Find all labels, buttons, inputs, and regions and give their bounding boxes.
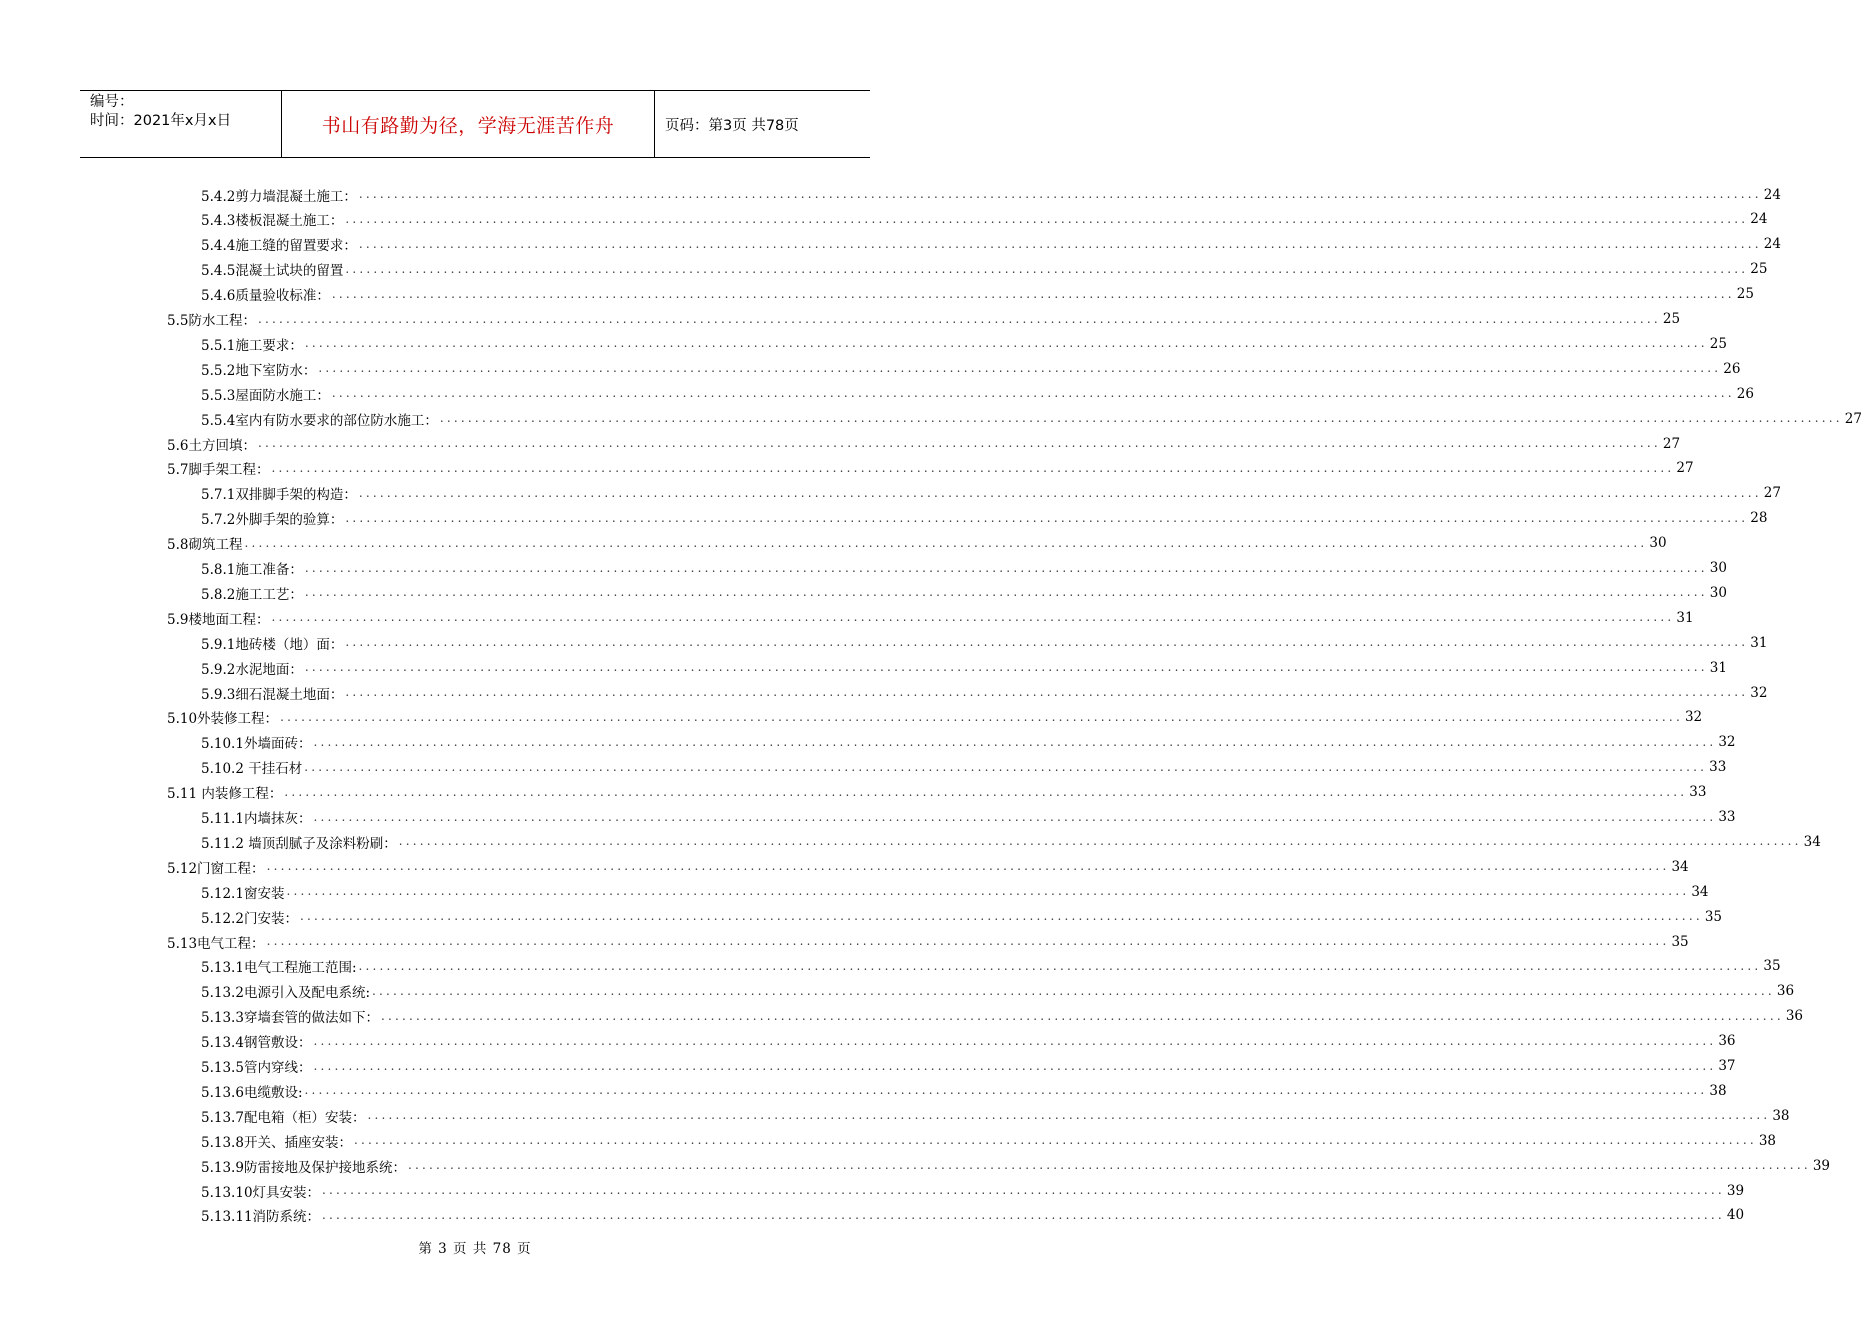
toc-entry[interactable] [201,1203,1745,1228]
toc-entry-title: 5.8.1施工准备： [201,562,303,578]
toc-entry-title: 5.13.3穿墙套管的做法如下： [201,1010,379,1027]
toc-entry[interactable] [201,904,1723,929]
toc-entry[interactable] [201,331,1727,356]
toc-dot-leader: ........................................................................................................................................................................................................ [345,211,1749,226]
toc-entry-page-number: 26 [1736,385,1754,402]
toc-dot-leader: ........................................................................................................................................................................................................ [318,361,1722,376]
toc-entry-title: 5.11.1内墙抹灰： [201,811,312,827]
toc-dot-leader: ........................................................................................................................................................................................................ [439,411,1843,426]
toc-entry-title: 5.13.5管内穿线： [201,1060,312,1076]
toc-entry-title: 5.10外装修工程： [167,711,279,728]
toc-dot-leader: ........................................................................................................................................................................................................ [358,187,1762,201]
toc-entry[interactable] [201,879,1709,904]
toc-entry-page-number: 35 [1671,933,1689,950]
toc-entry[interactable] [201,655,1727,680]
toc-entry-page-number: 27 [1844,410,1862,427]
toc-entry-title: 5.10.2 干挂石材 [201,761,303,778]
toc-entry-page-number: 34 [1691,883,1709,900]
toc-entry-title: 5.9.1地砖楼（地）面： [201,636,344,653]
toc-entry-page-number: 31 [1750,634,1768,651]
toc-entry[interactable] [201,1178,1745,1203]
page-header [80,90,870,158]
toc-entry-page-number: 30 [1649,535,1667,552]
toc-dot-leader: ........................................................................................................................................................................................................ [244,535,1648,550]
toc-entry-title: 5.12.2门安装： [201,910,298,927]
toc-entry[interactable] [201,954,1781,979]
toc-entry-title: 5.4.5混凝土试块的留置 [201,263,344,280]
toc-entry[interactable] [167,307,1681,332]
document-time-label: 时间：2021年x月x日 [90,113,232,129]
toc-entry-page-number: 27 [1763,485,1781,502]
toc-entry-title: 5.5防水工程： [167,313,256,329]
toc-dot-leader: ........................................................................................................................................................................................................ [304,585,1708,600]
toc-entry-page-number: 39 [1726,1182,1745,1199]
toc-entry[interactable] [201,1103,1790,1128]
toc-dot-leader: ........................................................................................................................................................................................................ [304,1083,1708,1098]
toc-entry-title: 5.5.4室内有防水要求的部位防水施工： [201,412,438,429]
toc-entry[interactable] [201,406,1862,431]
toc-entry-page-number: 26 [1723,360,1741,377]
toc-entry-page-number: 25 [1709,335,1727,352]
toc-entry[interactable] [201,182,1781,207]
toc-entry[interactable] [167,929,1689,954]
toc-entry-page-number: 31 [1709,659,1727,676]
toc-entry[interactable] [201,805,1736,830]
toc-entry[interactable] [201,1153,1831,1178]
toc-dot-leader: ........................................................................................................................................................................................................ [358,958,1762,973]
toc-entry-page-number: 36 [1776,983,1795,1000]
toc-entry[interactable] [201,630,1768,655]
toc-entry[interactable] [201,556,1727,581]
document-number-label: 编号： [90,94,134,110]
toc-entry[interactable] [201,481,1781,506]
toc-dot-leader: ........................................................................................................................................................................................................ [331,386,1735,401]
toc-dot-leader: ........................................................................................................................................................................................................ [345,635,1749,650]
toc-dot-leader: ........................................................................................................................................................................................................ [299,909,1703,924]
toc-dot-leader: ........................................................................................................................................................................................................ [271,610,1675,625]
toc-entry-title: 5.5.3屋面防水施工： [201,387,330,404]
toc-entry[interactable] [201,1078,1727,1103]
toc-entry-page-number: 25 [1750,261,1768,278]
toc-entry-title: 5.13.11消防系统： [201,1209,321,1226]
toc-entry[interactable] [201,1004,1804,1029]
toc-entry-title: 5.13.9防雷接地及保护接地系统： [201,1159,406,1176]
toc-entry-page-number: 27 [1662,435,1681,452]
toc-dot-leader: ........................................................................................................................................................................................................ [313,809,1717,824]
page-footer: 第 3 页 共 78 页 [418,1241,532,1257]
toc-entry-page-number: 35 [1763,958,1781,975]
toc-dot-leader: ........................................................................................................................................................................................................ [407,1158,1811,1173]
toc-entry[interactable] [201,1054,1736,1079]
toc-entry-title: 5.7.1双排脚手架的构造： [201,487,357,504]
toc-entry-title: 5.10.1外墙面砖： [201,736,312,753]
toc-entry-title: 5.13.2电源引入及配电系统: [201,985,370,1002]
toc-dot-leader: ........................................................................................................................................................................................................ [286,884,1690,899]
toc-entry-page-number: 39 [1812,1157,1831,1174]
toc-dot-leader: ........................................................................................................................................................................................................ [266,859,1670,874]
toc-dot-leader: ........................................................................................................................................................................................................ [380,1008,1784,1023]
toc-entry-page-number: 33 [1689,784,1707,801]
toc-dot-leader: ........................................................................................................................................................................................................ [398,834,1802,849]
toc-entry-page-number: 24 [1763,186,1781,203]
toc-entry-title: 5.6土方回填： [167,437,256,454]
toc-entry[interactable] [201,1128,1777,1153]
toc-entry[interactable] [167,605,1694,630]
toc-entry-title: 5.13.4钢管敷设： [201,1035,312,1052]
toc-entry-page-number: 33 [1718,809,1736,825]
toc-entry-title: 5.4.4施工缝的留置要求： [201,238,357,255]
toc-entry[interactable] [201,257,1768,282]
toc-dot-leader: ........................................................................................................................................................................................................ [353,1133,1757,1148]
header-meta [80,91,282,157]
toc-entry-page-number: 34 [1803,833,1821,850]
toc-entry-title: 5.13.7配电箱（柜）安装： [201,1109,366,1126]
toc-entry-page-number: 32 [1718,734,1736,751]
toc-entry-page-number: 30 [1709,560,1727,576]
toc-entry-page-number: 28 [1750,510,1768,527]
toc-entry[interactable] [167,780,1707,805]
toc-entry-title: 5.9.2水泥地面： [201,661,303,678]
toc-dot-leader: ........................................................................................................................................................................................................ [304,560,1708,575]
toc-entry[interactable] [201,580,1727,605]
toc-entry-title: 5.5.1施工要求： [201,337,303,354]
toc-entry[interactable] [201,506,1768,531]
toc-dot-leader: ........................................................................................................................................................................................................ [358,485,1762,500]
toc-dot-leader: ........................................................................................................................................................................................................ [280,709,1683,724]
toc-dot-leader: ........................................................................................................................................................................................................ [257,311,1661,326]
toc-entry-page-number: 31 [1676,609,1694,626]
toc-entry[interactable] [201,1029,1736,1054]
toc-entry[interactable] [201,979,1795,1004]
toc-dot-leader: ........................................................................................................................................................................................................ [345,510,1749,525]
toc-entry[interactable] [167,705,1703,730]
toc-entry-page-number: 24 [1763,236,1781,253]
toc-entry-title: 5.11.2 墙顶刮腻子及涂料粉刷： [201,835,397,852]
toc-entry-title: 5.7.2外脚手架的验算： [201,512,344,529]
toc-entry-title: 5.9楼地面工程： [167,611,270,628]
toc-dot-leader: ........................................................................................................................................................................................................ [313,734,1717,749]
toc-dot-leader: ........................................................................................................................................................................................................ [304,660,1708,675]
toc-entry-page-number: 36 [1718,1033,1736,1050]
toc-entry[interactable] [167,456,1694,481]
toc-entry-page-number: 40 [1726,1207,1745,1224]
toc-entry-title: 5.13电气工程： [167,935,265,952]
toc-dot-leader: ........................................................................................................................................................................................................ [367,1108,1771,1123]
toc-entry[interactable] [201,232,1781,257]
toc-entry-page-number: 30 [1709,584,1727,601]
toc-entry-page-number: 38 [1709,1082,1727,1099]
toc-dot-leader: ........................................................................................................................................................................................................ [322,1207,1725,1222]
toc-dot-leader: ........................................................................................................................................................................................................ [331,286,1735,301]
toc-entry-title: 5.4.2剪力墙混凝土施工： [201,188,357,205]
toc-entry-title: 5.12门窗工程： [167,860,265,877]
toc-dot-leader: ........................................................................................................................................................................................................ [271,460,1675,475]
toc-dot-leader: ........................................................................................................................................................................................................ [313,1033,1717,1048]
header-page-info: 页码：第3页 共78页 [665,117,799,134]
toc-entry[interactable] [201,282,1754,307]
toc-dot-leader: ........................................................................................................................................................................................................ [266,934,1670,948]
toc-entry-title: 5.8砌筑工程 [167,537,243,554]
toc-entry[interactable] [167,431,1681,456]
toc-entry-title: 5.4.3楼板混凝土施工： [201,213,344,230]
toc-entry[interactable] [201,680,1768,705]
toc-entry-page-number: 25 [1736,286,1754,303]
toc-dot-leader: ........................................................................................................................................................................................................ [345,685,1749,699]
toc-entry-title: 5.12.1窗安装 [201,885,285,902]
toc-dot-leader: ........................................................................................................................................................................................................ [358,236,1762,251]
toc-entry-page-number: 24 [1750,211,1768,228]
toc-entry-title: 5.8.2施工工艺： [201,586,303,603]
toc-entry-page-number: 32 [1684,709,1703,726]
header-motto: 书山有路勤为径，学海无涯苦作舟 [282,91,655,157]
toc-entry-title: 5.13.8开关、插座安装： [201,1134,352,1151]
toc-entry[interactable] [201,207,1768,232]
toc-entry-page-number: 25 [1662,311,1681,327]
toc-entry-page-number: 38 [1758,1132,1777,1149]
toc-dot-leader: ........................................................................................................................................................................................................ [284,784,1688,799]
toc-entry-page-number: 37 [1718,1058,1736,1074]
toc-entry[interactable] [201,730,1736,755]
toc-entry-title: 5.7脚手架工程： [167,462,270,479]
toc-dot-leader: ........................................................................................................................................................................................................ [345,261,1749,276]
toc-entry-page-number: 36 [1785,1008,1804,1025]
toc-entry-title: 5.5.2地下室防水： [201,362,317,379]
toc-entry-page-number: 35 [1704,908,1723,925]
toc-entry[interactable] [167,854,1689,879]
toc-entry-page-number: 27 [1676,460,1694,477]
toc-entry-page-number: 38 [1772,1107,1790,1124]
toc-entry-title: 5.4.6质量验收标准： [201,288,330,305]
toc-dot-leader: ........................................................................................................................................................................................................ [257,436,1661,450]
toc-dot-leader: ........................................................................................................................................................................................................ [313,1058,1717,1073]
toc-entry-title: 5.13.6电缆敷设: [201,1084,303,1101]
toc-entry[interactable] [201,829,1821,854]
toc-entry-title: 5.13.1电气工程施工范围: [201,960,357,977]
toc-entry-title: 5.9.3细石混凝土地面： [201,686,344,703]
toc-entry-page-number: 32 [1750,684,1768,701]
toc-dot-leader: ........................................................................................................................................................................................................ [304,759,1708,774]
toc-entry[interactable] [201,755,1727,780]
toc-entry-page-number: 34 [1671,858,1689,875]
toc-entry-page-number: 33 [1709,759,1727,776]
toc-entry[interactable] [201,356,1741,381]
toc-entry[interactable] [167,531,1667,556]
toc-dot-leader: ........................................................................................................................................................................................................ [304,336,1708,351]
toc-dot-leader: ........................................................................................................................................................................................................ [322,1183,1725,1197]
toc-dot-leader: ........................................................................................................................................................................................................ [372,983,1775,998]
toc-entry-title: 5.11 内装修工程： [167,786,283,803]
toc-entry[interactable] [201,381,1754,406]
toc-entry-title: 5.13.10灯具安装： [201,1184,321,1201]
